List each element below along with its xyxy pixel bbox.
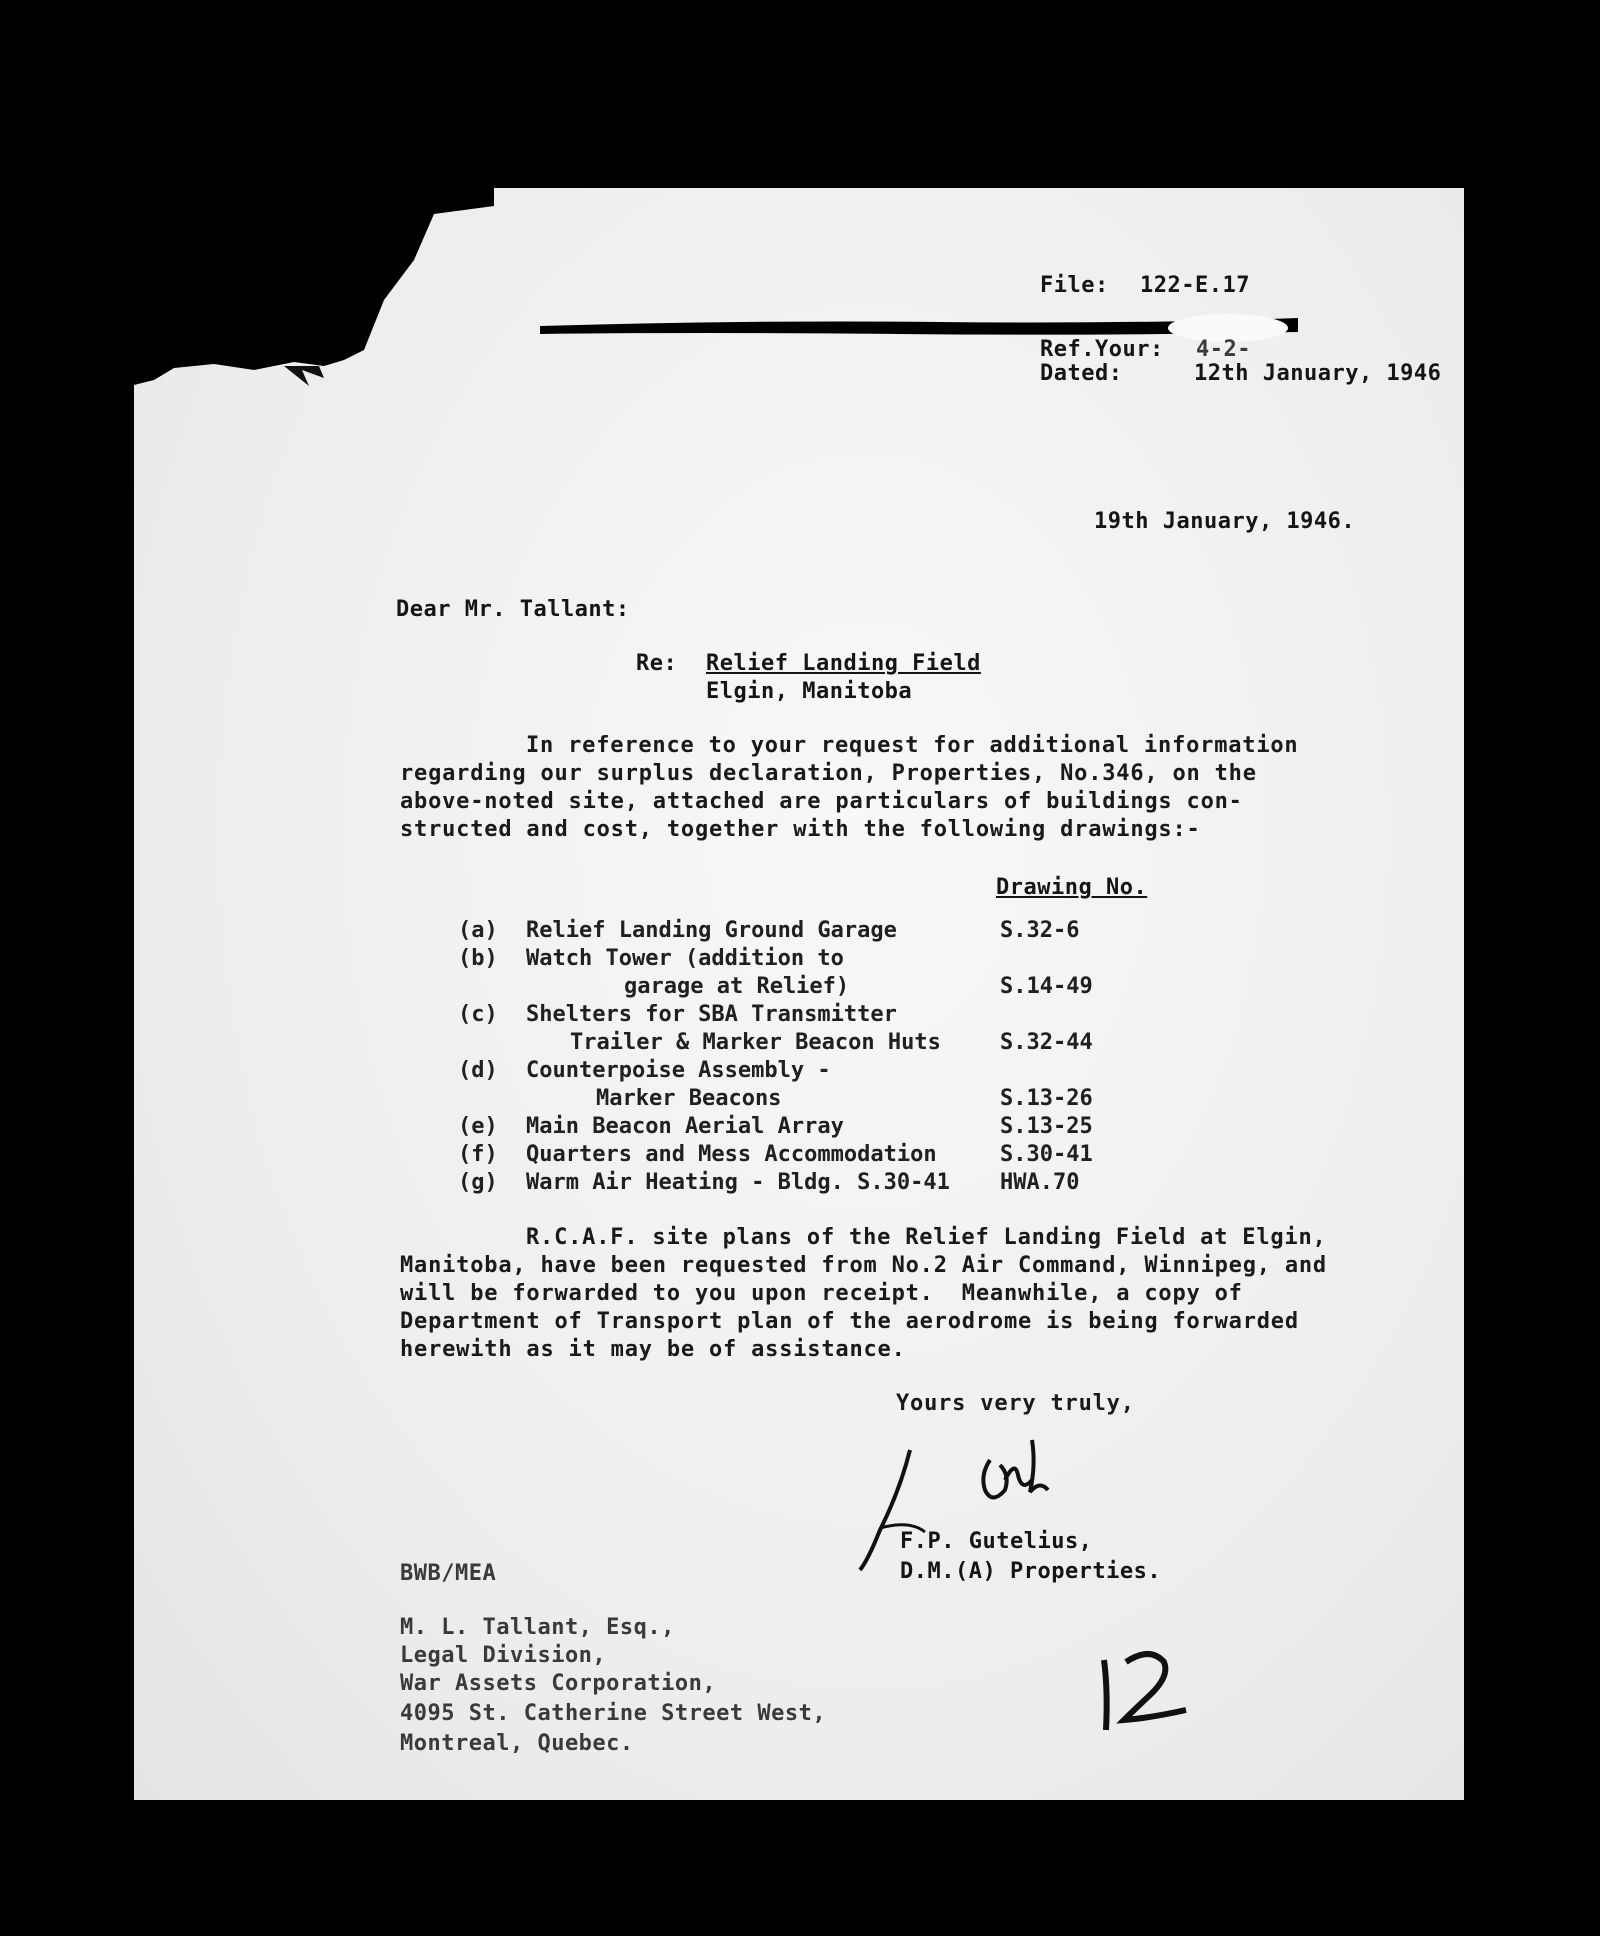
re-location: Elgin, Manitoba	[706, 679, 913, 704]
paragraph2-line: will be forwarded to you upon receipt. Meanwhile, a copy of	[400, 1281, 1243, 1306]
drawing-description: Warm Air Heating - Bldg. S.30-41	[526, 1170, 950, 1195]
address-line: Legal Division,	[400, 1643, 607, 1668]
drawing-number-header: Drawing No.	[996, 875, 1148, 900]
drawing-number: S.32-44	[1000, 1030, 1093, 1055]
drawing-letter: (g)	[458, 1170, 498, 1195]
address-line: M. L. Tallant, Esq.,	[400, 1615, 675, 1640]
drawing-description: Counterpoise Assembly -	[526, 1058, 831, 1083]
drawing-number: S.30-41	[1000, 1142, 1093, 1167]
re-label: Re:	[636, 651, 678, 676]
paragraph1-line: structed and cost, together with the following drawings:-	[400, 817, 1201, 842]
paragraph2-line: herewith as it may be of assistance.	[400, 1337, 906, 1362]
drawing-letter: (d)	[458, 1058, 498, 1083]
signer-title: D.M.(A) Properties.	[900, 1559, 1162, 1584]
drawing-letter: (f)	[458, 1142, 498, 1167]
drawing-letter: (e)	[458, 1114, 498, 1139]
typist-initials: BWB/MEA	[400, 1561, 497, 1586]
torn-corner	[134, 180, 494, 400]
file-value: 122-E.17	[1140, 273, 1250, 298]
drawing-description: Quarters and Mess Accommodation	[526, 1142, 937, 1167]
drawing-letter: (c)	[458, 1002, 498, 1027]
handwritten-signature	[840, 1420, 1100, 1580]
closing: Yours very truly,	[896, 1391, 1135, 1416]
handwritten-page-number	[1090, 1640, 1200, 1740]
drawing-number: S.13-26	[1000, 1086, 1093, 1111]
drawing-description: Relief Landing Ground Garage	[526, 918, 897, 943]
drawing-number: S.13-25	[1000, 1114, 1093, 1139]
paragraph1-line: above-noted site, attached are particulars of buildings con-	[400, 789, 1243, 814]
ref-label: Ref.Your:	[1040, 337, 1164, 362]
drawing-description-cont: Trailer & Marker Beacon Huts	[570, 1030, 941, 1055]
drawing-number: HWA.70	[1000, 1170, 1080, 1195]
paragraph1-line: In reference to your request for additional information	[526, 733, 1299, 758]
re-subject: Relief Landing Field	[706, 651, 981, 676]
signer-name: F.P. Gutelius,	[900, 1529, 1093, 1554]
drawing-description-cont: Marker Beacons	[596, 1086, 782, 1111]
paragraph2-line: Manitoba, have been requested from No.2 Air Command, Winnipeg, and	[400, 1253, 1327, 1278]
paragraph2-line: R.C.A.F. site plans of the Relief Landing Field at Elgin,	[526, 1225, 1327, 1250]
drawing-number: S.32-6	[1000, 918, 1080, 943]
address-line: War Assets Corporation,	[400, 1671, 717, 1696]
ref-value: 4-2-	[1196, 337, 1251, 362]
dated-label: Dated:	[1040, 361, 1123, 386]
file-label: File:	[1040, 273, 1109, 298]
dated-value: 12th January, 1946	[1194, 361, 1442, 386]
redaction-bar	[538, 310, 1298, 350]
drawing-description: Main Beacon Aerial Array	[526, 1114, 844, 1139]
paragraph2-line: Department of Transport plan of the aerodrome is being forwarded	[400, 1309, 1299, 1334]
salutation: Dear Mr. Tallant:	[396, 597, 630, 622]
paragraph1-line: regarding our surplus declaration, Properties, No.346, on the	[400, 761, 1257, 786]
drawing-description: Shelters for SBA Transmitter	[526, 1002, 897, 1027]
address-line: Montreal, Quebec.	[400, 1731, 634, 1756]
drawing-description: Watch Tower (addition to	[526, 946, 844, 971]
letter-date: 19th January, 1946.	[1094, 509, 1356, 534]
address-line: 4095 St. Catherine Street West,	[400, 1701, 827, 1726]
drawing-description-cont: garage at Relief)	[624, 974, 850, 999]
drawing-letter: (b)	[458, 946, 498, 971]
drawing-letter: (a)	[458, 918, 498, 943]
drawing-number: S.14-49	[1000, 974, 1093, 999]
